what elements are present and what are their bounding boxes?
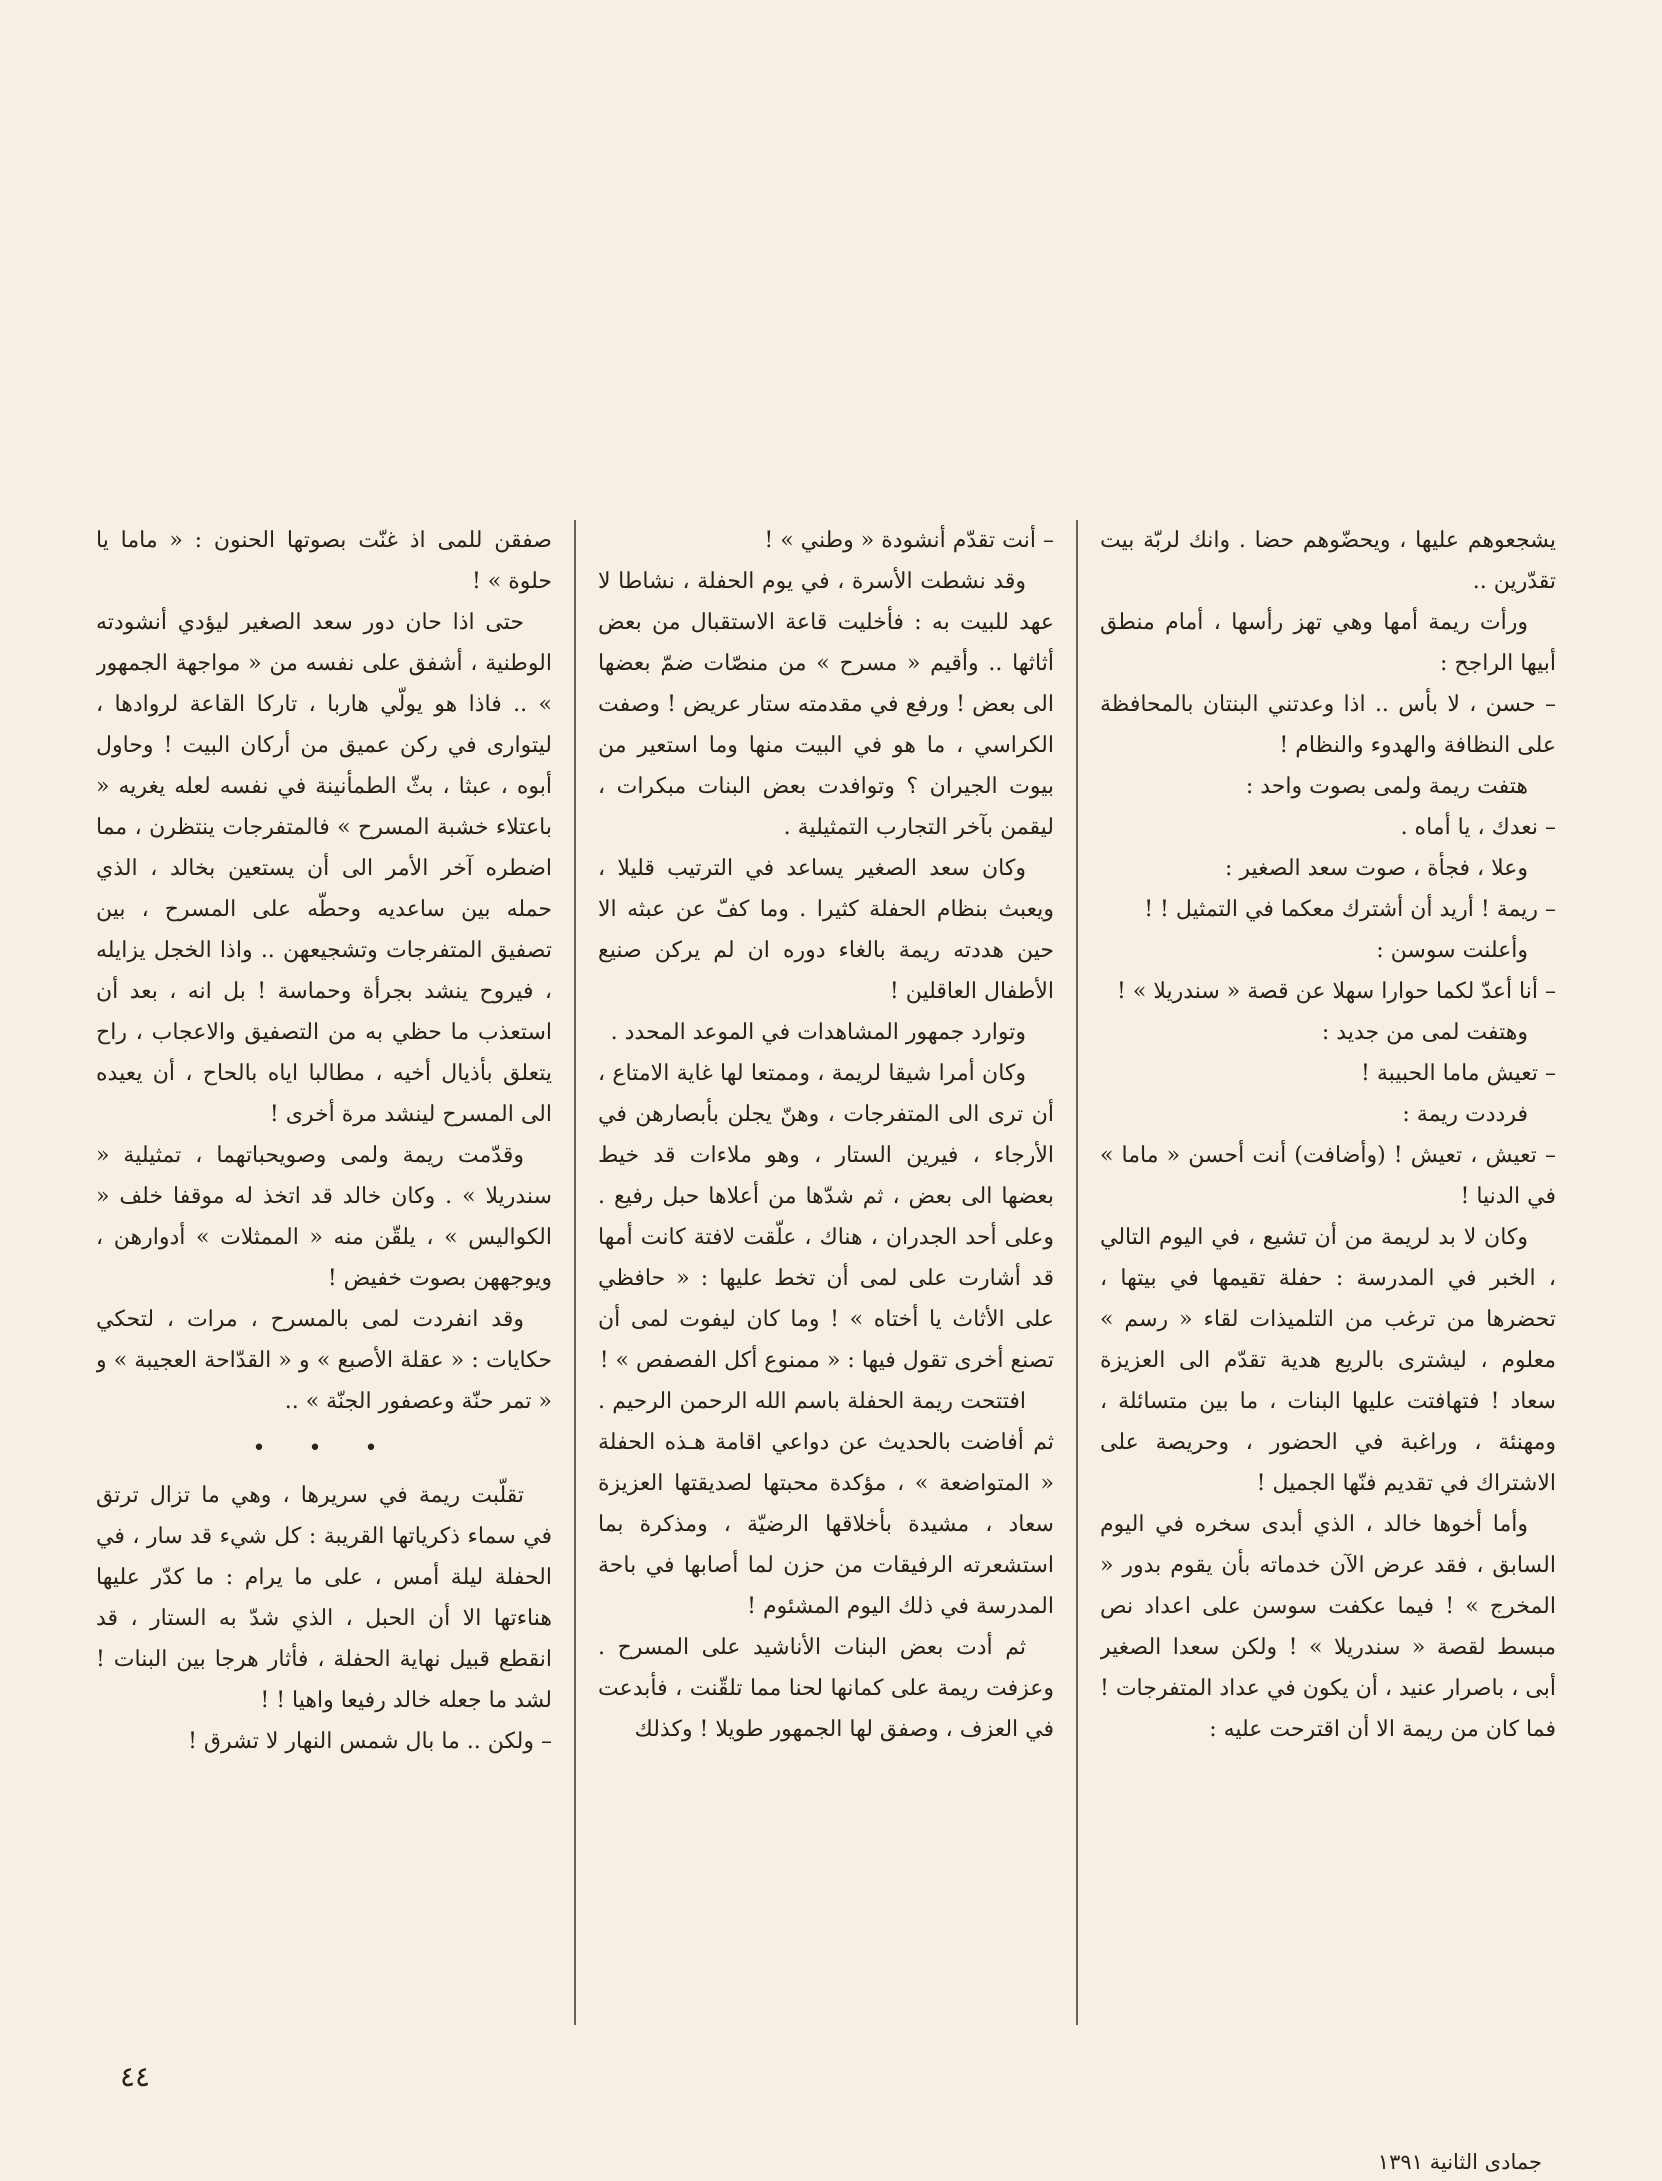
paragraph: حتى اذا حان دور سعد الصغير ليؤدي أنشودته الوطنية ، أشفق على نفسه من « مواجهة الجمهور » .. فاذا هو يولّي هاربا ، تاركا القاعة لروادها ، ليتوارى في ركن عميق من أركان البيت ! وحاول أبوه ، عبثا ، بثّ الطمأنينة في نفسه لعله يغريه « باعتلاء خشبة المسرح » فالمتفرجات ينتظرن ، مما اضطره آخر الأمر الى أن يستعين بخالد ، الذي حمله بين ساعديه وحطّه على المسرح ، بين تصفيق المتفرجات وتشجيعهن .. واذا الخجل يزايله ، فيروح ينشد بجرأة وحماسة ! بل انه ، بعد أن استعذب ما حظي به من التصفيق والاعجاب ، راح يتعلق بأذيال أخيه ، مطالبا اياه بالحاح ، أن يعيده الى المسرح لينشد مرة أخرى !: [96, 610, 552, 1127]
paragraph: وتوارد جمهور المشاهدات في الموعد المحدد .: [610, 1020, 1026, 1045]
paragraph: وعلا ، فجأة ، صوت سعد الصغير :: [1224, 856, 1528, 881]
column-right: [1100, 520, 1556, 2025]
paragraph: وقد انفردت لمى بالمسرح ، مرات ، لتحكي حكايات : « عقلة الأصبع » و « القدّاحة العجيبة » و « تمر حنّة وعصفور الجنّة » ..: [96, 1307, 552, 1414]
issue-date: جمادى الثانية ١٣٩١: [1377, 2150, 1542, 2174]
paragraph: افتتحت ريمة الحفلة باسم الله الرحمن الرحيم . ثم أفاضت بالحديث عن دواعي اقامة هـذه الحفلة « المتواضعة » ، مؤكدة محبتها لصديقتها العزيزة سعاد ، مشيدة بأخلاقها الرضيّة ، ومذكرة بما استشعرته الرفيقات من حزن لما أصابها في باحة المدرسة في ذلك اليوم المشئوم !: [598, 1389, 1054, 1619]
paragraph: وهتفت لمى من جديد :: [1321, 1020, 1528, 1045]
paragraph: ورأت ريمة أمها وهي تهز رأسها ، أمام منطق أبيها الراجح :: [1100, 610, 1556, 676]
text-columns: [96, 520, 1556, 2025]
paragraph: يشجعوهم عليها ، ويحضّوهم حضا . وانك لربّة بيت تقدّرين ..: [1100, 528, 1556, 594]
column-left: [96, 520, 552, 2025]
dialogue-line: – أنت تقدّم أنشودة « وطني » !: [764, 528, 1054, 553]
column-divider: [574, 520, 576, 2025]
dialogue-line: – أنا أعدّ لكما حوارا سهلا عن قصة « سندريلا » !: [1117, 979, 1556, 1004]
paragraph: وقد نشطت الأسرة ، في يوم الحفلة ، نشاطا لا عهد للبيت به : فأخليت قاعة الاستقبال من بعض أثاثها .. وأقيم « مسرح » من منصّات ضمّ بعضها الى بعض ! ورفع في مقدمته ستار عريض ! وصفت الكراسي ، ما هو في البيت منها وما استعير من بيوت الجيران ؟ وتوافدت بعض البنات مبكرات ، ليقمن بآخر التجارب التمثيلية .: [598, 569, 1054, 840]
column-middle: [598, 520, 1054, 2025]
paragraph: وقدّمت ريمة ولمى وصويحباتهما ، تمثيلية « سندريلا » . وكان خالد قد اتخذ له موقفا خلف « الكواليس » ، يلقّن منه « الممثلات » أدوارهن ، ويوجههن بصوت خفيض !: [96, 1143, 552, 1291]
paragraph: ثم أدت بعض البنات الأناشيد على المسرح . وعزفت ريمة على كمانها لحنا مما تلقّنت ، فأبدعت في العزف ، وصفق لها الجمهور طويلا ! وكذلك: [598, 1635, 1054, 1742]
dialogue-line: – حسن ، لا بأس .. اذا وعدتني البنتان بالمحافظة على النظافة والهدوء والنظام !: [1100, 692, 1556, 758]
paragraph: هتفت ريمة ولمى بصوت واحد :: [1245, 774, 1528, 799]
dialogue-line: – نعدك ، يا أماه .: [1400, 815, 1556, 840]
dialogue-line: – تعيش ، تعيش ! (وأضافت) أنت أحسن « ماما » في الدنيا !: [1100, 1143, 1556, 1209]
dialogue-line: – ريمة ! أريد أن أشترك معكما في التمثيل ! !: [1144, 897, 1556, 922]
paragraph: وكان لا بد لريمة من أن تشيع ، في اليوم التالي ، الخبر في المدرسة : حفلة تقيمها في بيتها ، تحضرها من ترغب من التلميذات لقاء « رسم » معلوم ، ليشترى بالريع هدية تقدّم الى العزيزة سعاد ! فتهافتت عليها البنات ، ما بين متسائلة ، ومهنئة ، وراغبة في الحضور ، وحريصة على الاشتراك في تقديم فنّها الجميل !: [1100, 1225, 1556, 1496]
paragraph: وأعلنت سوسن :: [1376, 938, 1528, 963]
section-separator: • • •: [252, 1436, 396, 1461]
page-number: ٤٤: [120, 2060, 151, 2093]
paragraph: وكان سعد الصغير يساعد في الترتيب قليلا ، ويعبث بنظام الحفلة كثيرا . وما كفّ عن عبثه الا حين هددته ريمة بالغاء دوره ان لم يركن صنيع الأطفال العاقلين !: [598, 856, 1054, 1004]
dialogue-line: – ولكن .. ما بال شمس النهار لا تشرق !: [188, 1729, 552, 1754]
paragraph: فرددت ريمة :: [1402, 1102, 1528, 1127]
dialogue-line: – تعيش ماما الحبيبة !: [1361, 1061, 1556, 1086]
paragraph: صفقن للمى اذ غنّت بصوتها الحنون : « ماما يا حلوة » !: [96, 528, 552, 594]
paragraph: تقلّبت ريمة في سريرها ، وهي ما تزال ترتق في سماء ذكرياتها القريبة : كل شيء قد سار ، في الحفلة ليلة أمس ، على ما يرام : ما كدّر عليها هناءتها الا أن الحبل ، الذي شدّ به الستار ، قد انقطع قبيل نهاية الحفلة ، فأثار هرجا بين البنات ! لشد ما جعله خالد رفيعا واهيا ! !: [96, 1483, 552, 1713]
paragraph: وكان أمرا شيقا لريمة ، وممتعا لها غاية الامتاع ، أن ترى الى المتفرجات ، وهنّ يجلن بأبصارهن في الأرجاء ، فيرين الستار ، وهو ملاءات قد خيط بعضها الى بعض ، ثم شدّها من أعلاها حبل رفيع . وعلى أحد الجدران ، هناك ، علّقت لافتة كانت أمها قد أشارت على لمى أن تخط عليها : « حافظي على الأثاث يا أختاه » ! وما كان ليفوت لمى أن تصنع أخرى تقول فيها : « ممنوع أكل الفصفص » !: [598, 1061, 1054, 1373]
paragraph: وأما أخوها خالد ، الذي أبدى سخره في اليوم السابق ، فقد عرض الآن خدماته بأن يقوم بدور « المخرج » ! فيما عكفت سوسن على اعداد نص مبسط لقصة « سندريلا » ! ولكن سعدا الصغير أبى ، باصرار عنيد ، أن يكون في عداد المتفرجات ! فما كان من ريمة الا أن اقترحت عليه :: [1100, 1512, 1556, 1742]
column-divider: [1076, 520, 1078, 2025]
